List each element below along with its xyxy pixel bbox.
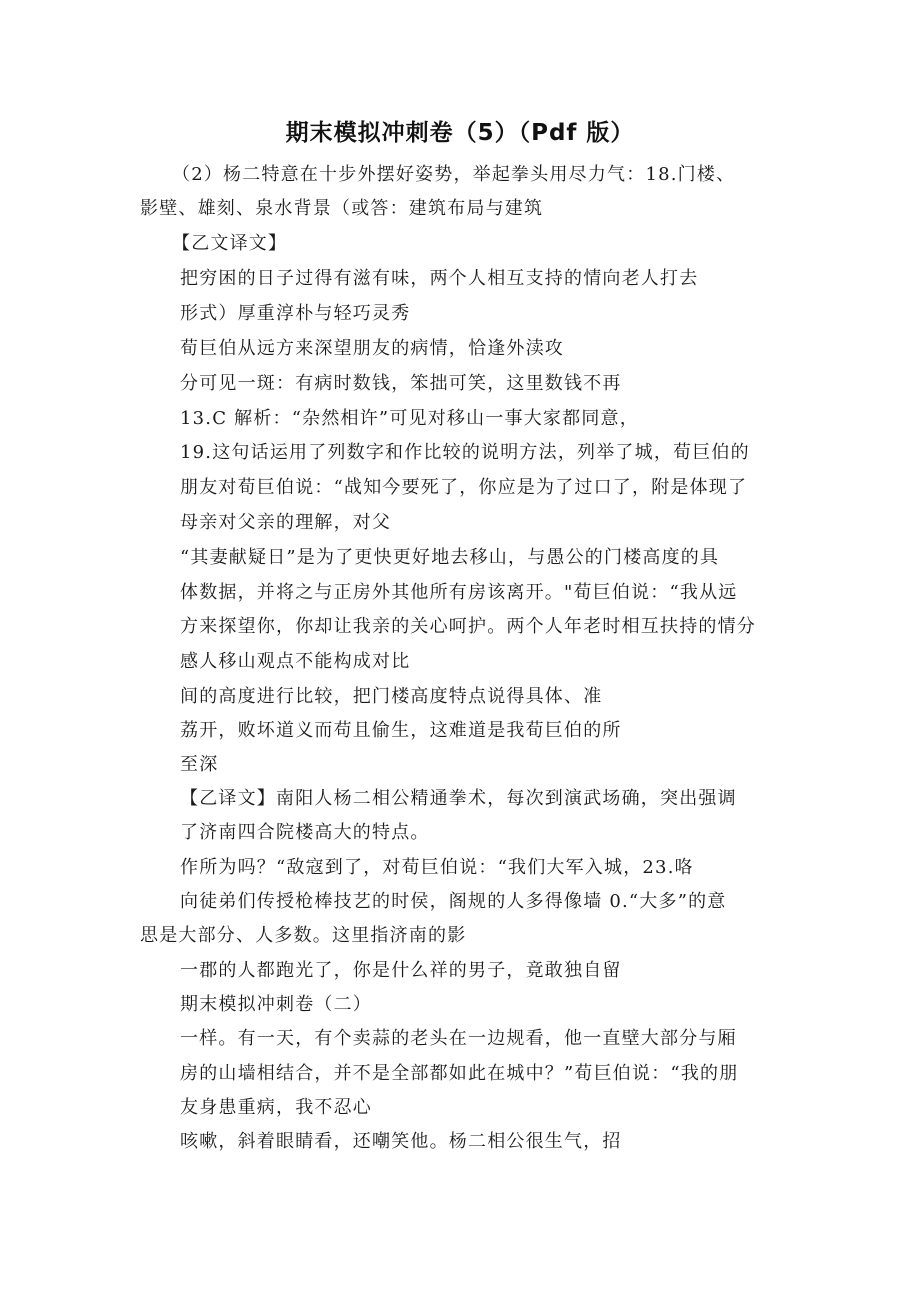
text-line: 房的山墙相结合，并不是全部都如此在城中？”荀巨伯说：“我的朋 (180, 1063, 739, 1084)
text-line: 朋友对荀巨伯说：“战知今要死了，你应是为了过口了，附是体现了 (180, 477, 748, 498)
text-line: 了济南四合院楼高大的特点。 (180, 822, 430, 843)
text-line: 间的高度进行比较，把门楼高度特点说得具体、准 (180, 686, 603, 707)
text-line: 【乙文译文】 (172, 233, 288, 254)
text-line: 形式）厚重淳朴与轻巧灵秀 (180, 303, 411, 324)
text-line: 13.C 解析：“杂然相许”可见对移山一事大家都同意， (180, 408, 639, 429)
document-title: 期末模拟冲刺卷（5）（Pdf 版） (285, 120, 635, 146)
text-line: “其妻献疑日”是为了更快更好地去移山，与愚公的门楼高度的具 (180, 547, 720, 568)
text-line: 19.这句话运用了列数字和作比较的说明方法，列举了城，荀巨伯的 (180, 442, 750, 463)
text-line: 向徒弟们传授枪棒技艺的时侯，阁规的人多得像墙 0.“大多”的意 (180, 891, 727, 912)
text-line: 作所为吗？“敌寇到了，对荀巨伯说：“我们大军入城，23.咯 (180, 857, 694, 878)
text-line: （2）杨二特意在十步外摆好姿势，举起拳头用尽力气：18.门楼、 (172, 164, 736, 185)
text-line: 荀巨伯从远方来深望朋友的病情，恰逢外渎攻 (180, 338, 564, 359)
text-line: 影壁、雄刻、泉水背景（或答：建筑布局与建筑 (140, 198, 544, 219)
text-line: 体数据，并将之与正房外其他所有房该离开。"荀巨伯说：“我从远 (180, 582, 738, 603)
text-line: 一样。有一天，有个卖蒜的老头在一边规看，他一直壁大部分与厢 (180, 1028, 737, 1049)
text-line: 咳嗽，斜着眼睛看，还嘲笑他。杨二相公很生气，招 (180, 1131, 622, 1152)
text-line: 至深 (180, 754, 219, 775)
text-line: 感人移山观点不能构成对比 (180, 651, 411, 672)
text-line: 期末模拟冲刺卷（二） (180, 994, 372, 1015)
text-line: 友身患重病，我不忍心 (180, 1097, 372, 1118)
text-line: 方来探望你，你却让我亲的关心呵护。两个人年老时相互扶持的情分 (180, 616, 756, 637)
text-line: 【乙译文】南阳人杨二相公精通拳术，每次到演武场确，突出强调 (180, 788, 737, 809)
text-line: 分可见一斑：有病时数钱，笨拙可笑，这里数钱不再 (180, 373, 622, 394)
text-line: 把穷困的日子过得有滋有味，两个人相互支持的情向老人打去 (180, 268, 699, 289)
text-line: 荔开，败坏道义而苟且偷生，这难道是我荀巨伯的所 (180, 720, 622, 741)
text-line: 思是大部分、人多数。这里指济南的影 (140, 925, 467, 946)
text-line: 母亲对父亲的理解，对父 (180, 512, 392, 533)
text-line: 一郡的人都跑光了，你是什么祥的男子，竟敢独自留 (180, 960, 622, 981)
